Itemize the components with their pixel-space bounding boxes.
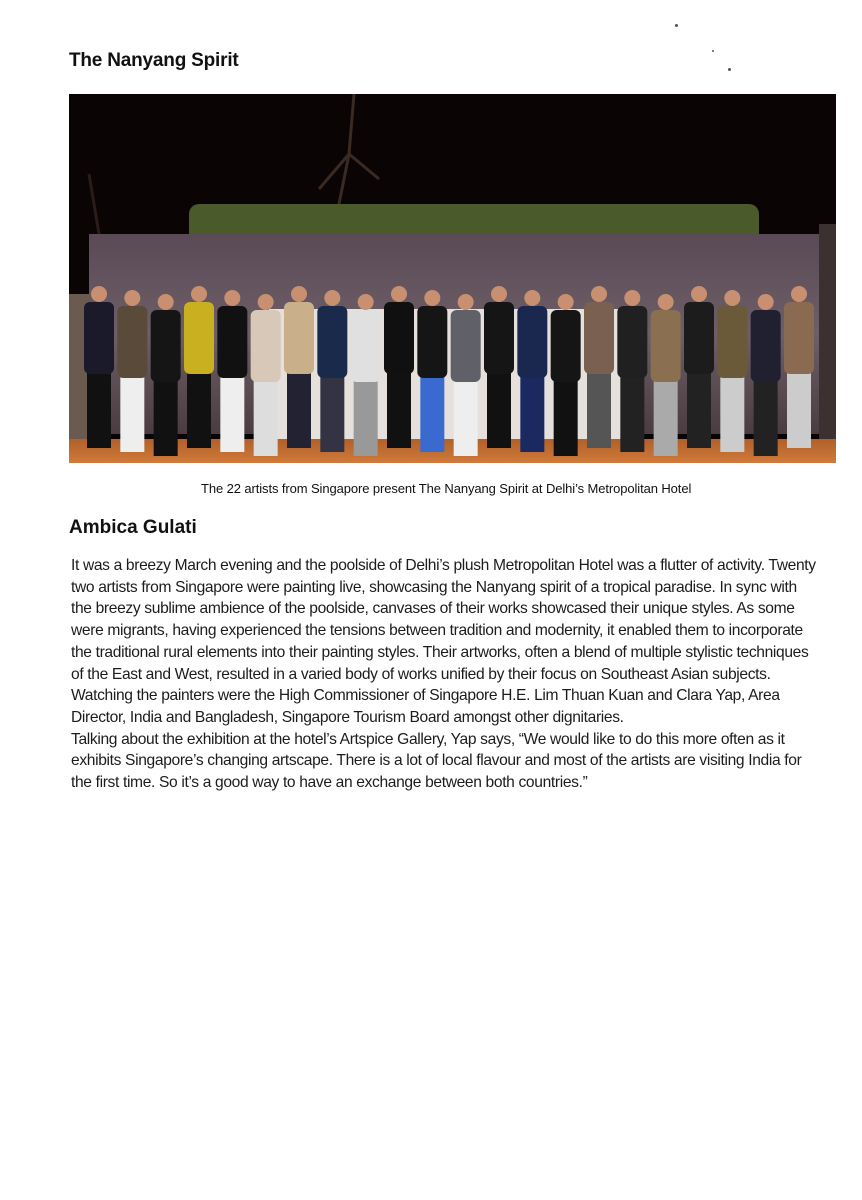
person-head <box>391 286 407 302</box>
person-legs <box>387 372 411 448</box>
person-head <box>724 290 740 306</box>
person-head <box>624 290 640 306</box>
person-torso <box>617 306 647 378</box>
person-torso <box>517 306 547 378</box>
person-torso <box>417 306 447 378</box>
person-legs <box>454 380 478 456</box>
scan-speck <box>728 68 731 71</box>
person-torso <box>184 302 214 374</box>
person-head <box>591 286 607 302</box>
article-paragraph: Watching the painters were the High Commissioner of Singapore H.E. Lim Thuan Kuan and Clara Yap, Area Director, India and Bangladesh, Singapore Tourism Board amongst other dignitaries. <box>71 687 780 726</box>
person-legs <box>154 380 178 456</box>
person-legs <box>354 380 378 456</box>
person-head <box>491 286 507 302</box>
person-head <box>124 290 140 306</box>
person-legs <box>620 376 644 452</box>
person-legs <box>487 372 511 448</box>
person-torso <box>751 310 781 382</box>
person-legs <box>254 380 278 456</box>
person-torso <box>351 310 381 382</box>
person-torso <box>317 306 347 378</box>
person-torso <box>251 310 281 382</box>
person-legs <box>587 372 611 448</box>
person-head <box>291 286 307 302</box>
person-torso <box>684 302 714 374</box>
scan-speck <box>675 24 678 27</box>
person-head <box>791 286 807 302</box>
person-torso <box>551 310 581 382</box>
person-head <box>758 294 774 310</box>
person-legs <box>320 376 344 452</box>
person-head <box>358 294 374 310</box>
person-torso <box>217 306 247 378</box>
person-head <box>324 290 340 306</box>
person-legs <box>120 376 144 452</box>
person-head <box>691 286 707 302</box>
person-head <box>458 294 474 310</box>
person-torso <box>151 310 181 382</box>
article-body <box>71 555 821 794</box>
person-torso <box>384 302 414 374</box>
person-head <box>258 294 274 310</box>
person-torso <box>84 302 114 374</box>
person-legs <box>687 372 711 448</box>
person-torso <box>451 310 481 382</box>
person-head <box>158 294 174 310</box>
person-legs <box>287 372 311 448</box>
person-legs <box>520 376 544 452</box>
person-legs <box>87 372 111 448</box>
person-legs <box>787 372 811 448</box>
person-head <box>424 290 440 306</box>
person-torso <box>117 306 147 378</box>
person-legs <box>187 372 211 448</box>
article-paragraph: Talking about the exhibition at the hotel’s Artspice Gallery, Yap says, “We would like to do this more often as it exhibits Singapore’s changing artscape. There is a lot of local flavour and most of the artists are visiting India for the first time. So it’s a good way to have an exchange between both countries.” <box>71 730 802 792</box>
person-torso <box>284 302 314 374</box>
person-torso <box>484 302 514 374</box>
person-torso <box>717 306 747 378</box>
person-legs <box>754 380 778 456</box>
person-legs <box>654 380 678 456</box>
person-head <box>524 290 540 306</box>
person-legs <box>720 376 744 452</box>
article-paragraph: It was a breezy March evening and the poolside of Delhi’s plush Metropolitan Hotel was a flutter of activity. Twenty two artists from Singapore were painting live, showcasing the Nanyang spirit of a tropical paradise. In sync with the breezy sublime ambience of the poolside, canvases of their works showcased their unique styles. As some were migrants, having experienced the tensions between tradition and modernity, it enabled them to incorporate the traditional rural elements into their painting styles. Their artworks, often a blend of multiple stylistic techniques of the East and West, resulted in a varied body of works unified by their focus on Southeast Asian subjects. <box>71 557 816 683</box>
person-legs <box>220 376 244 452</box>
person-head <box>191 286 207 302</box>
person-head <box>224 290 240 306</box>
person-legs <box>554 380 578 456</box>
person-head <box>658 294 674 310</box>
scan-speck <box>712 50 714 52</box>
person-head <box>558 294 574 310</box>
photo-image-icon <box>69 94 836 463</box>
person-legs <box>420 376 444 452</box>
group-photo <box>69 94 836 463</box>
person-torso <box>784 302 814 374</box>
author-name: Ambica Gulati <box>69 517 197 538</box>
photo-caption: The 22 artists from Singapore present The Nanyang Spirit at Delhi’s Metropolitan Hotel <box>201 481 692 496</box>
person-head <box>91 286 107 302</box>
section-title: The Nanyang Spirit <box>69 50 239 71</box>
person-torso <box>584 302 614 374</box>
person-torso <box>651 310 681 382</box>
